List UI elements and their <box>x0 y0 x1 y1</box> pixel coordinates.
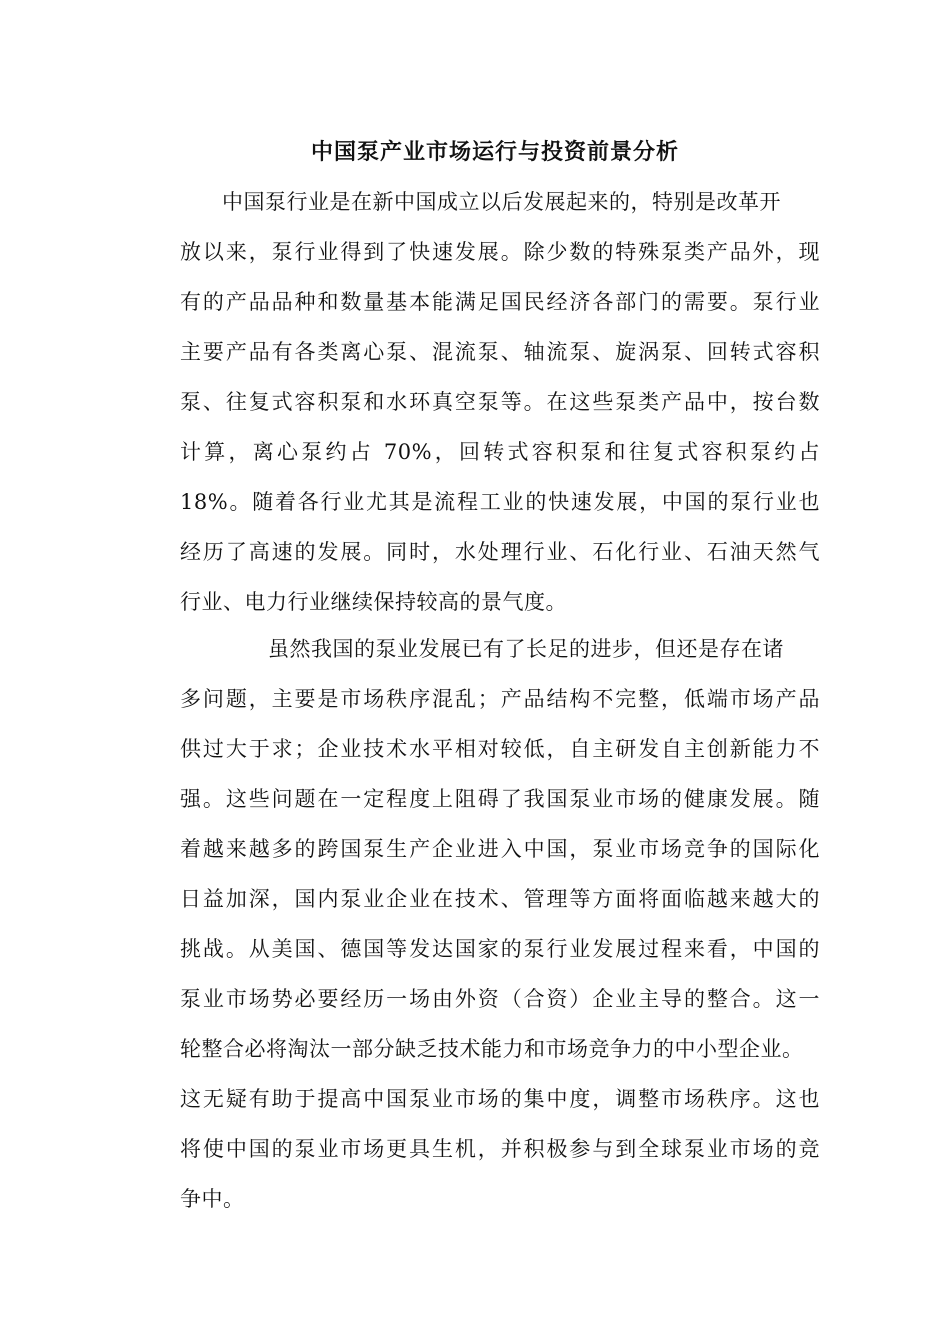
paragraph-line: 将使中国的泵业市场更具生机，并积极参与到全球泵业市场的竞 <box>180 1137 820 1161</box>
paragraph-2 <box>180 624 820 1224</box>
paragraph-line: 18%。随着各行业尤其是流程工业的快速发展，中国的泵行业也 <box>180 490 820 514</box>
paragraph-line: 多问题，主要是市场秩序混乱；产品结构不完整，低端市场产品 <box>180 687 820 711</box>
paragraph-line: 供过大于求；企业技术水平相对较低，自主研发自主创新能力不 <box>180 737 820 761</box>
paragraph-line: 主要产品有各类离心泵、混流泵、轴流泵、旋涡泵、回转式容积 <box>180 340 820 364</box>
paragraph-line: 行业、电力行业继续保持较高的景气度。 <box>180 590 567 614</box>
paragraph-line: 中国泵行业是在新中国成立以后发展起来的，特别是改革开 <box>222 190 781 214</box>
paragraph-line: 泵、往复式容积泵和水环真空泵等。在这些泵类产品中，按台数 <box>180 390 820 414</box>
paragraph-line: 轮整合必将淘汰一部分缺乏技术能力和市场竞争力的中小型企业。 <box>180 1037 804 1061</box>
paragraph-line: 经历了高速的发展。同时，水处理行业、石化行业、石油天然气 <box>180 540 820 564</box>
paragraph-line: 放以来，泵行业得到了快速发展。除少数的特殊泵类产品外，现 <box>180 240 820 264</box>
paragraph-line: 挑战。从美国、德国等发达国家的泵行业发展过程来看，中国的 <box>180 937 820 961</box>
paragraph-line: 计算，离心泵约占 70%，回转式容积泵和往复式容积泵约占 <box>180 440 820 464</box>
paragraph-1 <box>180 177 820 627</box>
paragraph-line: 泵业市场势必要经历一场由外资（合资）企业主导的整合。这一 <box>180 987 820 1011</box>
paragraph-line: 强。这些问题在一定程度上阻碍了我国泵业市场的健康发展。随 <box>180 787 820 811</box>
paragraph-line: 有的产品品种和数量基本能满足国民经济各部门的需要。泵行业 <box>180 290 820 314</box>
paragraph-line: 虽然我国的泵业发展已有了长足的进步，但还是存在诸 <box>268 637 784 661</box>
paragraph-line: 着越来越多的跨国泵生产企业进入中国，泵业市场竞争的国际化 <box>180 837 820 861</box>
paragraph-line: 日益加深，国内泵业企业在技术、管理等方面将面临越来越大的 <box>180 887 820 911</box>
paragraph-line: 争中。 <box>180 1187 245 1211</box>
document-title: 中国泵产业市场运行与投资前景分析 <box>310 139 679 165</box>
paragraph-line: 这无疑有助于提高中国泵业市场的集中度，调整市场秩序。这也 <box>180 1087 820 1111</box>
